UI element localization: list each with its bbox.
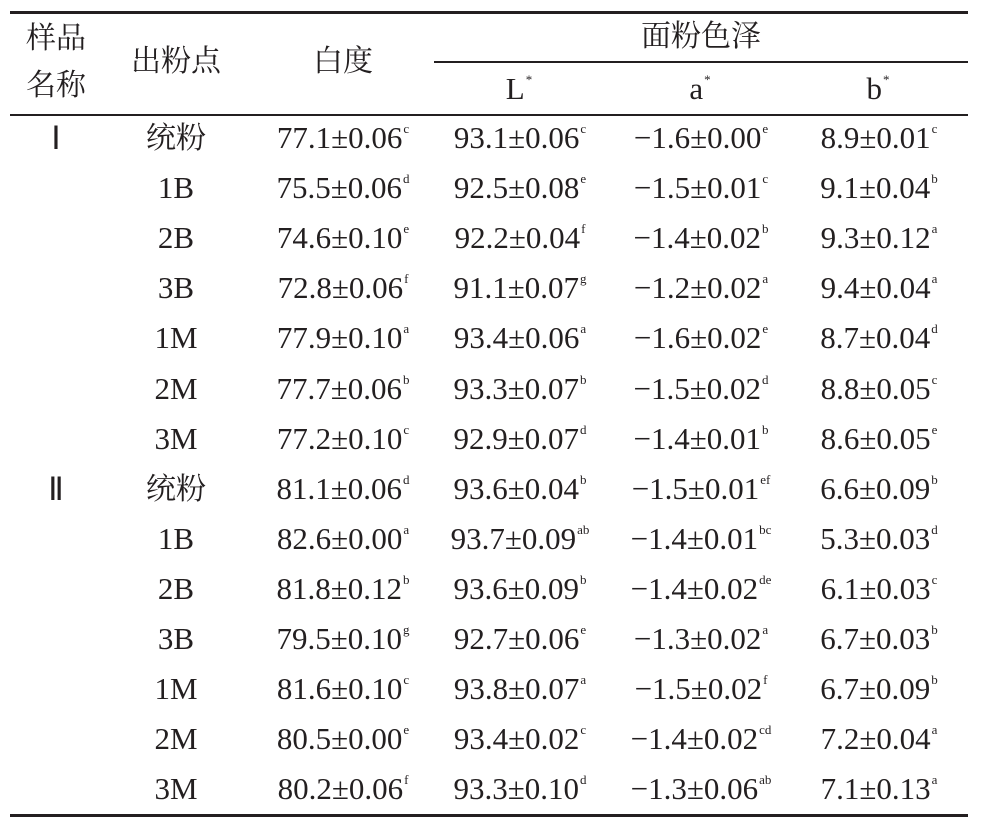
cell-b — [820, 671, 938, 707]
cell-value: 92.5±0.08 — [453, 170, 580, 206]
cell-b — [820, 170, 938, 206]
significance-letter: b — [580, 471, 587, 487]
significance-letter: g — [403, 622, 410, 637]
significance-letter: c — [931, 121, 938, 136]
cell-b — [820, 220, 938, 256]
cell-L — [454, 122, 586, 153]
significance-letter: b — [762, 421, 769, 437]
cell-b — [820, 570, 938, 606]
cell-white — [276, 671, 410, 707]
header-whiteness: 白度 — [313, 44, 373, 79]
significance-letter: bc — [759, 521, 772, 537]
cell-point — [157, 570, 195, 606]
cell-point — [154, 420, 198, 456]
significance-letter: c — [403, 672, 410, 688]
cell-L — [453, 420, 587, 456]
significance-letter: e — [762, 321, 769, 337]
cell-a — [634, 671, 768, 707]
cell-value: 92.7±0.06 — [453, 621, 580, 656]
cell-value: 9.4±0.04 — [820, 270, 931, 306]
cell-value: 75.5±0.06 — [276, 170, 403, 206]
cell-point — [154, 370, 198, 406]
cell-value: −1.2±0.02 — [633, 270, 762, 306]
cell-value: −1.5±0.01 — [631, 470, 760, 506]
cell-value: 8.6±0.05 — [820, 420, 931, 456]
header-sample-name-line1: 样品 — [26, 21, 86, 56]
cell-a — [633, 220, 769, 256]
cell-value: 93.6±0.09 — [453, 570, 580, 606]
cell-point — [158, 623, 194, 654]
cell-value: 7.2±0.04 — [820, 721, 931, 757]
cell-white — [277, 122, 409, 153]
cell-white — [276, 623, 409, 654]
cell-L — [453, 270, 587, 306]
cell-value: 93.4±0.02 — [453, 721, 580, 757]
significance-letter: a — [580, 672, 587, 688]
cell-value: 93.8±0.07 — [453, 671, 580, 707]
cell-value: 91.1±0.07 — [453, 270, 580, 306]
significance-letter: c — [580, 121, 587, 136]
significance-letter: d — [931, 321, 938, 337]
header-b-star: * — [883, 72, 890, 87]
significance-letter: f — [404, 772, 409, 788]
cell-a — [630, 771, 772, 807]
cell-value: 1M — [154, 320, 198, 356]
cell-white — [276, 570, 410, 606]
cell-value: Ⅱ — [48, 470, 64, 507]
cell-value: 93.1±0.06 — [453, 120, 580, 155]
significance-letter: b — [403, 571, 410, 587]
significance-letter: e — [580, 622, 587, 637]
cell-value: −1.4±0.01 — [633, 420, 761, 456]
cell-white — [276, 320, 410, 356]
cell-value: 81.8±0.12 — [276, 570, 403, 606]
cell-a — [630, 570, 772, 606]
cell-group-label — [48, 470, 64, 507]
cell-white — [277, 771, 409, 807]
header-bottom-rule — [10, 114, 968, 116]
cell-value: 9.3±0.12 — [820, 220, 931, 256]
cell-point — [146, 121, 206, 156]
cell-L — [453, 470, 587, 506]
color-group-rule — [434, 61, 968, 63]
cell-value: −1.6±0.00 — [633, 120, 762, 155]
cell-value: 9.1±0.04 — [820, 170, 931, 206]
significance-letter: e — [403, 722, 410, 738]
header-mill-stream: 出粉点 — [131, 44, 221, 79]
header-b — [867, 73, 890, 104]
significance-letter: c — [580, 722, 587, 738]
cell-L — [453, 771, 587, 807]
cell-white — [276, 370, 410, 406]
cell-white — [276, 721, 410, 757]
cell-b — [820, 623, 938, 654]
cell-value: 5.3±0.03 — [820, 520, 931, 556]
cell-a — [633, 320, 769, 356]
table-top-rule — [10, 11, 968, 14]
significance-letter: ab — [759, 772, 772, 788]
header-a-letter: a — [689, 71, 704, 106]
cell-point — [154, 320, 198, 356]
significance-letter: c — [403, 121, 410, 136]
cell-value: 93.3±0.07 — [453, 370, 580, 406]
cell-value: 72.8±0.06 — [277, 270, 404, 306]
cell-L — [453, 320, 587, 356]
significance-letter: e — [931, 421, 938, 437]
cell-value: 77.9±0.10 — [276, 320, 403, 356]
cell-value: 统粉 — [146, 121, 206, 156]
significance-letter: de — [759, 571, 772, 587]
significance-letter: ef — [760, 471, 771, 487]
significance-letter: a — [931, 772, 938, 788]
cell-value: 3B — [157, 270, 195, 306]
cell-value: 80.2±0.06 — [277, 771, 404, 807]
significance-letter: ab — [577, 521, 590, 537]
cell-value: 77.2±0.10 — [276, 420, 403, 456]
significance-letter: a — [931, 271, 938, 287]
header-a — [689, 73, 710, 104]
cell-value: 93.4±0.06 — [453, 320, 580, 356]
cell-value: 93.7±0.09 — [450, 520, 577, 556]
significance-letter: a — [931, 221, 938, 237]
header-flour-color: 面粉色泽 — [641, 19, 761, 54]
cell-white — [276, 420, 410, 456]
cell-L — [453, 170, 587, 206]
cell-value: 1M — [154, 671, 198, 707]
cell-value: 2M — [154, 370, 198, 406]
cell-b — [820, 721, 938, 757]
cell-value: 79.5±0.10 — [276, 621, 403, 656]
cell-b — [820, 420, 938, 456]
significance-letter: d — [403, 471, 410, 487]
cell-L — [454, 623, 586, 654]
cell-L — [453, 570, 587, 606]
significance-letter: f — [404, 271, 409, 287]
cell-point — [154, 671, 198, 707]
cell-value: −1.4±0.01 — [630, 520, 759, 556]
significance-letter: g — [580, 271, 587, 287]
cell-value: −1.6±0.02 — [633, 320, 762, 356]
cell-L — [453, 671, 587, 707]
cell-value: −1.4±0.02 — [630, 721, 759, 757]
significance-letter: c — [931, 371, 938, 387]
header-sample-name-line2: 名称 — [26, 68, 86, 103]
cell-value: 77.7±0.06 — [276, 370, 403, 406]
cell-b — [820, 470, 938, 506]
cell-white — [276, 520, 410, 556]
cell-b — [821, 122, 938, 153]
cell-value: 2M — [154, 721, 198, 757]
cell-value: −1.5±0.02 — [633, 370, 761, 406]
cell-a — [633, 370, 769, 406]
cell-value: 93.6±0.04 — [453, 470, 580, 506]
cell-value: 74.6±0.10 — [276, 220, 403, 256]
cell-a — [634, 122, 768, 153]
cell-L — [453, 721, 587, 757]
header-L — [506, 73, 532, 104]
significance-letter: c — [931, 571, 938, 587]
header-a-star: * — [704, 72, 711, 87]
header-L-star: * — [525, 72, 533, 87]
cell-L — [454, 220, 586, 256]
cell-value: −1.5±0.01 — [633, 170, 762, 206]
significance-letter: d — [403, 171, 410, 187]
cell-value: 92.9±0.07 — [453, 420, 580, 456]
cell-value: 6.6±0.09 — [820, 470, 931, 506]
cell-value: 81.6±0.10 — [276, 671, 403, 707]
significance-letter: b — [580, 571, 587, 587]
significance-letter: b — [762, 221, 769, 237]
cell-point — [154, 771, 198, 807]
cell-white — [276, 470, 410, 506]
significance-letter: a — [580, 321, 587, 337]
cell-value: 3M — [154, 420, 198, 456]
significance-letter: a — [403, 321, 410, 337]
significance-letter: b — [931, 622, 938, 637]
cell-value: 6.7±0.09 — [820, 671, 931, 707]
cell-a — [634, 623, 768, 654]
significance-letter: e — [403, 221, 410, 237]
cell-L — [450, 520, 590, 556]
significance-letter: f — [763, 672, 768, 688]
cell-white — [277, 270, 409, 306]
cell-value: 8.8±0.05 — [820, 370, 931, 406]
significance-letter: d — [762, 371, 769, 387]
cell-value: 77.1±0.06 — [276, 120, 403, 155]
cell-b — [820, 520, 938, 556]
cell-white — [276, 220, 410, 256]
significance-letter: e — [762, 121, 769, 136]
significance-letter: d — [931, 521, 938, 537]
cell-value: −1.3±0.06 — [630, 771, 759, 807]
cell-point — [146, 471, 206, 507]
significance-letter: b — [931, 471, 938, 487]
significance-letter: a — [762, 622, 769, 637]
cell-value: 6.7±0.03 — [820, 621, 931, 656]
cell-a — [633, 420, 769, 456]
significance-letter: cd — [759, 722, 772, 738]
significance-letter: b — [580, 371, 587, 387]
cell-value: −1.4±0.02 — [630, 570, 759, 606]
cell-a — [633, 270, 769, 306]
cell-value: 80.5±0.00 — [276, 721, 403, 757]
cell-b — [820, 320, 938, 356]
cell-a — [633, 170, 769, 206]
cell-value: 93.3±0.10 — [453, 771, 580, 807]
cell-b — [820, 370, 938, 406]
header-b-letter: b — [866, 71, 882, 106]
cell-value: 7.1±0.13 — [820, 771, 931, 807]
cell-point — [157, 520, 195, 556]
significance-letter: b — [931, 672, 938, 688]
cell-value: 82.6±0.00 — [276, 520, 403, 556]
cell-point — [154, 721, 198, 757]
cell-value: 8.7±0.04 — [820, 320, 931, 356]
table-bottom-rule — [10, 814, 968, 817]
cell-a — [630, 721, 772, 757]
cell-value: −1.4±0.02 — [633, 220, 761, 256]
significance-letter: a — [762, 271, 769, 287]
cell-group-label — [51, 122, 60, 154]
cell-value: 2B — [157, 570, 195, 606]
significance-letter: d — [580, 772, 587, 788]
cell-value: 92.2±0.04 — [454, 220, 581, 256]
cell-value: 81.1±0.06 — [276, 470, 403, 506]
cell-b — [820, 771, 938, 807]
significance-letter: c — [403, 421, 410, 437]
cell-value: −1.5±0.02 — [634, 671, 763, 707]
significance-letter: e — [580, 171, 587, 187]
cell-value: Ⅰ — [51, 120, 61, 156]
cell-a — [631, 470, 771, 506]
significance-letter: b — [931, 171, 938, 187]
cell-value: 3M — [154, 771, 198, 807]
cell-L — [453, 370, 587, 406]
cell-value: 1B — [157, 170, 195, 206]
cell-value: 6.1±0.03 — [820, 570, 931, 606]
significance-letter: a — [931, 722, 938, 738]
significance-letter: b — [403, 371, 410, 387]
header-L-letter: L — [505, 71, 525, 106]
significance-letter: f — [581, 221, 586, 237]
cell-value: −1.3±0.02 — [633, 621, 762, 656]
cell-value: 2B — [157, 220, 195, 256]
cell-b — [820, 270, 938, 306]
cell-value: 8.9±0.01 — [820, 120, 931, 155]
cell-point — [157, 270, 195, 306]
cell-point — [157, 220, 195, 256]
cell-value: 3B — [157, 621, 195, 656]
cell-value: 1B — [157, 520, 195, 556]
cell-a — [630, 520, 772, 556]
cell-value: 统粉 — [146, 471, 206, 507]
cell-white — [276, 170, 410, 206]
significance-letter: d — [580, 421, 587, 437]
significance-letter: a — [403, 521, 410, 537]
cell-point — [157, 170, 195, 206]
significance-letter: c — [762, 171, 769, 187]
